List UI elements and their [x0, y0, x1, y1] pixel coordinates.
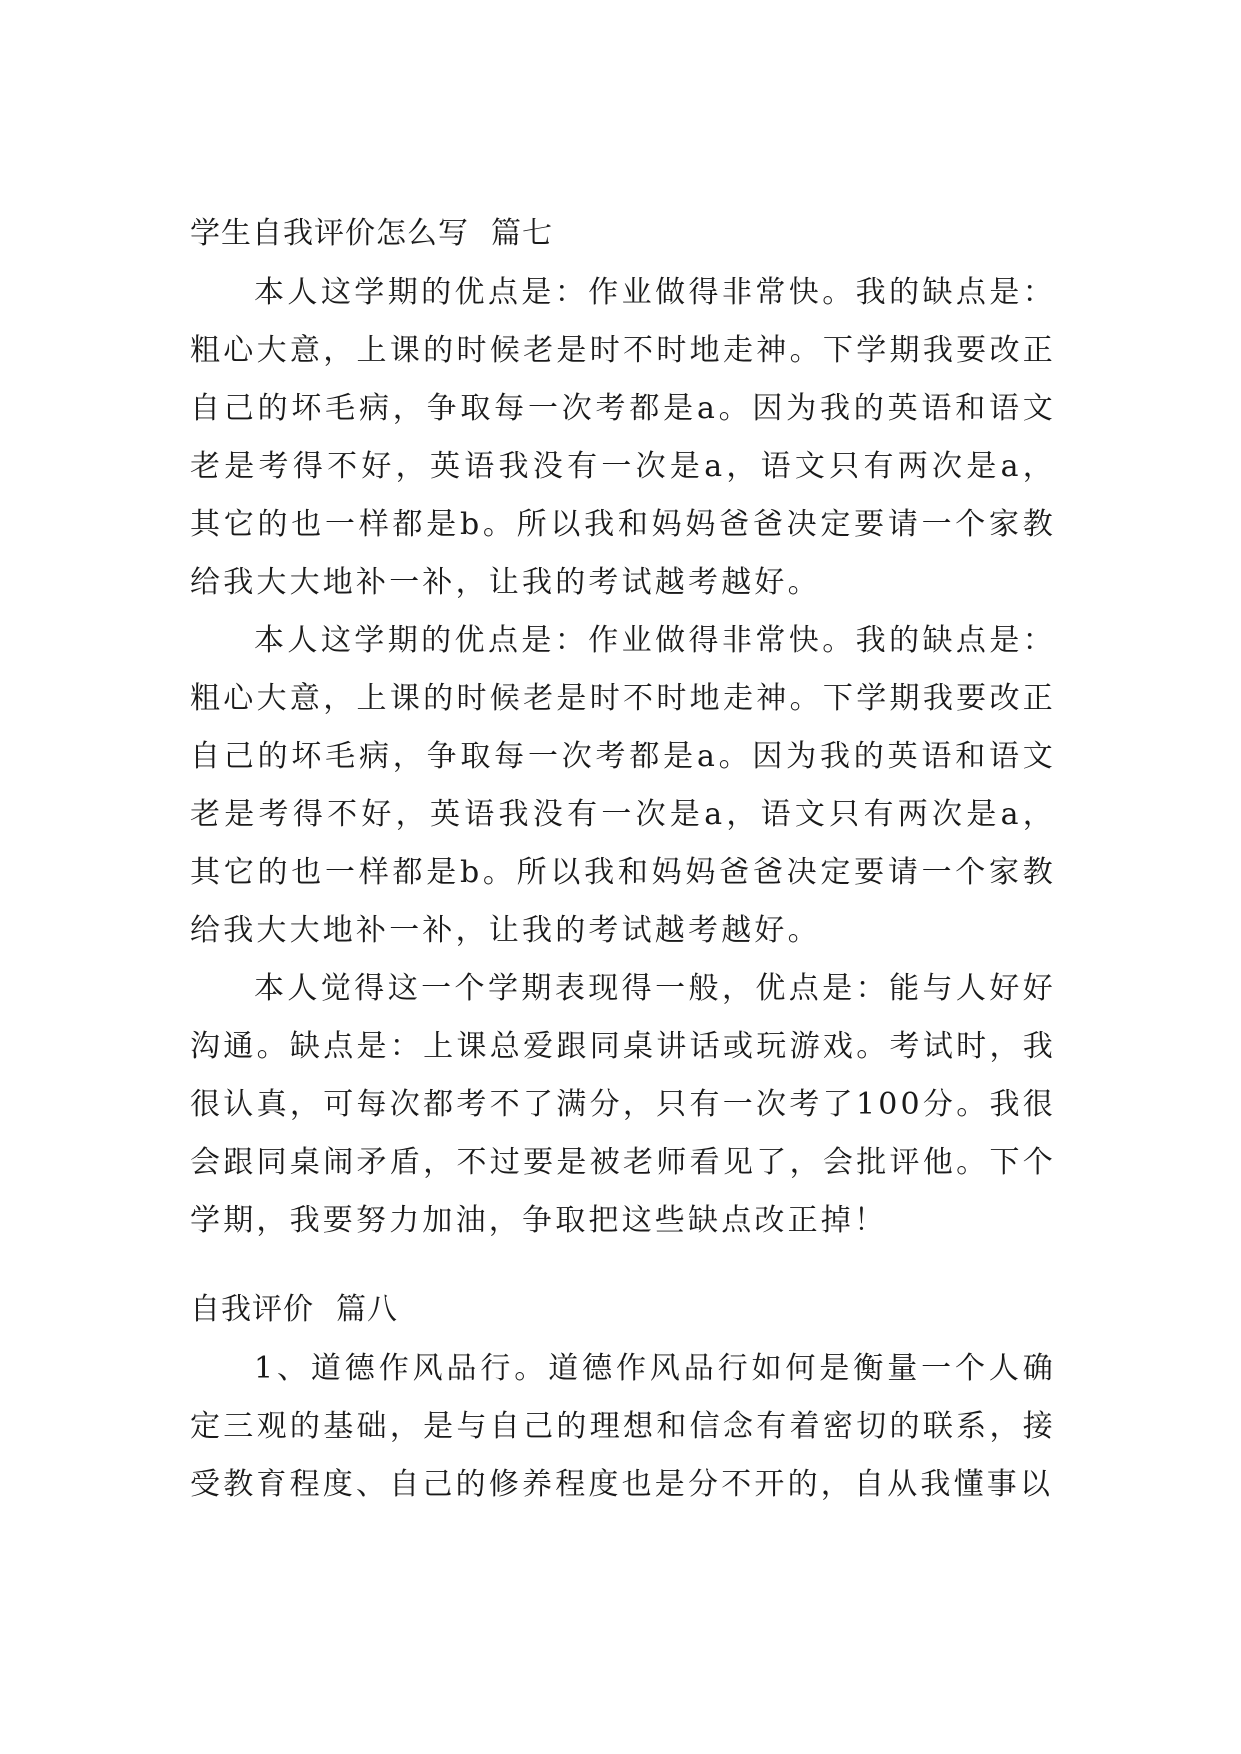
section-label: 篇八: [336, 1292, 398, 1327]
paragraph: 本人这学期的优点是：作业做得非常快。我的缺点是：粗心大意，上课的时候老是时不时地走神。下学期我要改正自己的坏毛病，争取每一次考都是a。因为我的英语和语文老是考得不好，英语我没有一次是a，语文只有两次是a，其它的也一样都是b。所以我和妈妈爸爸决定要请一个家教给我大大地补一补，让我的考试越考越好。: [190, 623, 1056, 948]
section-title: [190, 1290, 1056, 1330]
paragraph: 本人觉得这一个学期表现得一般，优点是：能与人好好沟通。缺点是：上课总爱跟同桌讲话或玩游戏。考试时，我很认真，可每次都考不了满分，只有一次考了100分。我很会跟同桌闹矛盾，不过要是被老师看见了，会批评他。下个学期，我要努力加油，争取把这些缺点改正掉！: [190, 971, 1056, 1238]
section-label: 篇七: [491, 216, 553, 251]
section-body: [190, 264, 1056, 1250]
section-title-text: 学生自我评价怎么写: [190, 216, 469, 251]
section-title-text: 自我评价: [190, 1292, 314, 1327]
section-body: [190, 1340, 1056, 1514]
paragraph: 1、道德作风品行。道德作风品行如何是衡量一个人确定三观的基础，是与自己的理想和信念有着密切的联系，接受教育程度、自己的修养程度也是分不开的，自从我懂事以: [190, 1351, 1056, 1502]
section-title: [190, 214, 1056, 254]
document-page: [190, 214, 1056, 1514]
paragraph: 本人这学期的优点是：作业做得非常快。我的缺点是：粗心大意，上课的时候老是时不时地走神。下学期我要改正自己的坏毛病，争取每一次考都是a。因为我的英语和语文老是考得不好，英语我没有一次是a，语文只有两次是a，其它的也一样都是b。所以我和妈妈爸爸决定要请一个家教给我大大地补一补，让我的考试越考越好。: [190, 275, 1056, 600]
